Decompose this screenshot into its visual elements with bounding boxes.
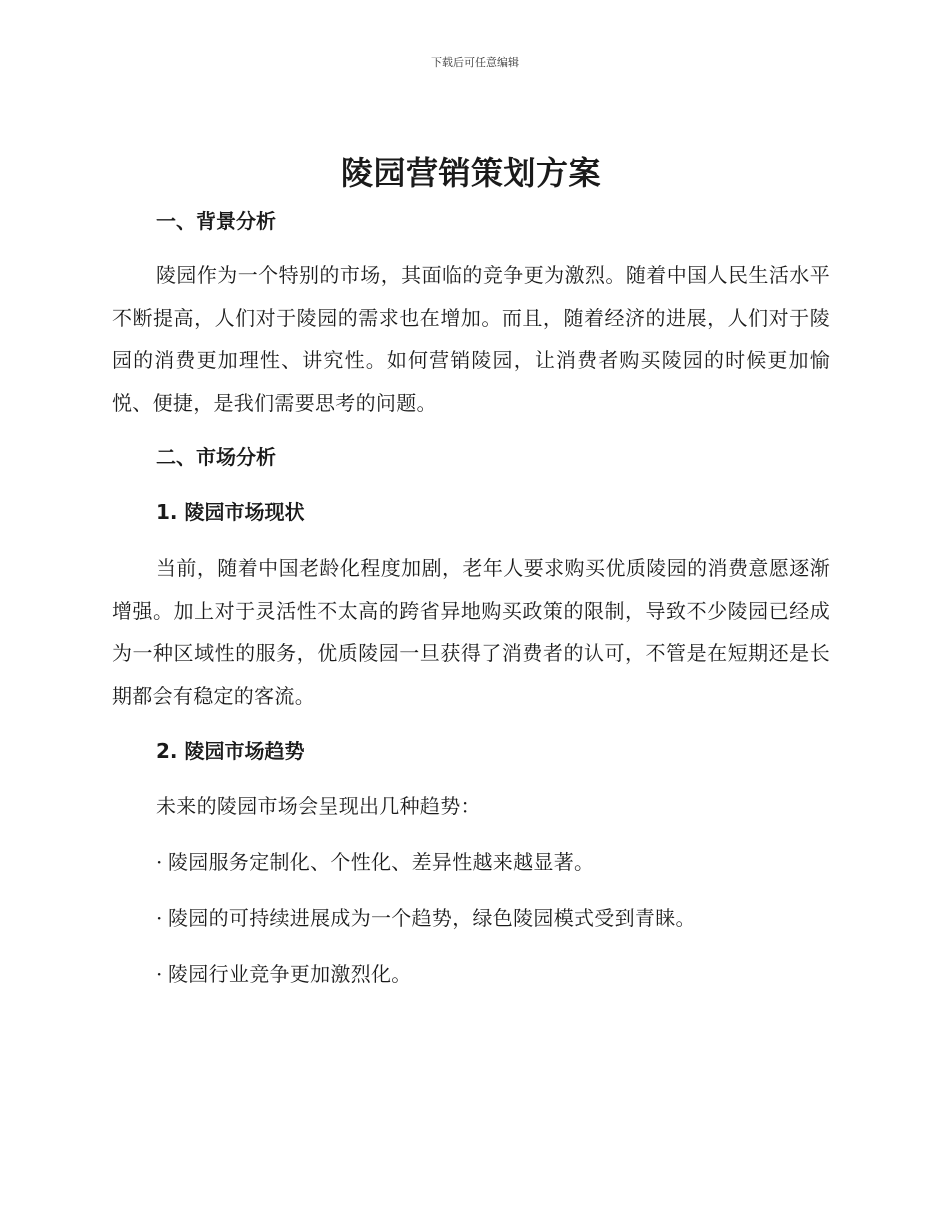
header-note: 下载后可任意编辑 [431, 56, 519, 69]
trend-intro: 未来的陵园市场会呈现出几种趋势： [156, 794, 481, 818]
bullet-dot: · [156, 906, 163, 930]
section-heading-market: 二、市场分析 [156, 445, 276, 469]
list-item-text: 陵园服务定制化、个性化、差异性越来越显著。 [168, 850, 595, 874]
list-item [112, 847, 830, 877]
paragraph-market-status: 当前，随着中国老龄化程度加剧，老年人要求购买优质陵园的消费意愿逐渐增强。加上对于灵活性不太高的跨省异地购买政策的限制，导致不少陵园已经成为一种区域性的服务，优质陵园一旦获得了消费者的认可，不管是在短期还是长期都会有稳定的客流。 [112, 556, 830, 708]
subsection-heading-status: 1. 陵园市场现状 [156, 500, 305, 524]
document-body [112, 150, 830, 989]
subsection-heading-trend: 2. 陵园市场趋势 [156, 739, 305, 763]
list-item-text: 陵园的可持续进展成为一个趋势，绿色陵园模式受到青睐。 [168, 906, 696, 930]
list-item [112, 959, 830, 989]
section-heading-background: 一、背景分析 [156, 209, 276, 233]
document-title: 陵园营销策划方案 [340, 154, 601, 192]
bullet-dot: · [156, 850, 163, 874]
list-item [112, 903, 830, 933]
list-item-text: 陵园行业竞争更加激烈化。 [168, 962, 412, 986]
bullet-dot: · [156, 962, 163, 986]
paragraph-background: 陵园作为一个特别的市场，其面临的竞争更为激烈。随着中国人民生活水平不断提高，人们对于陵园的需求也在增加。而且，随着经济的进展，人们对于陵园的消费更加理性、讲究性。如何营销陵园，让消费者购买陵园的时候更加愉悦、便捷，是我们需要思考的问题。 [112, 263, 830, 415]
